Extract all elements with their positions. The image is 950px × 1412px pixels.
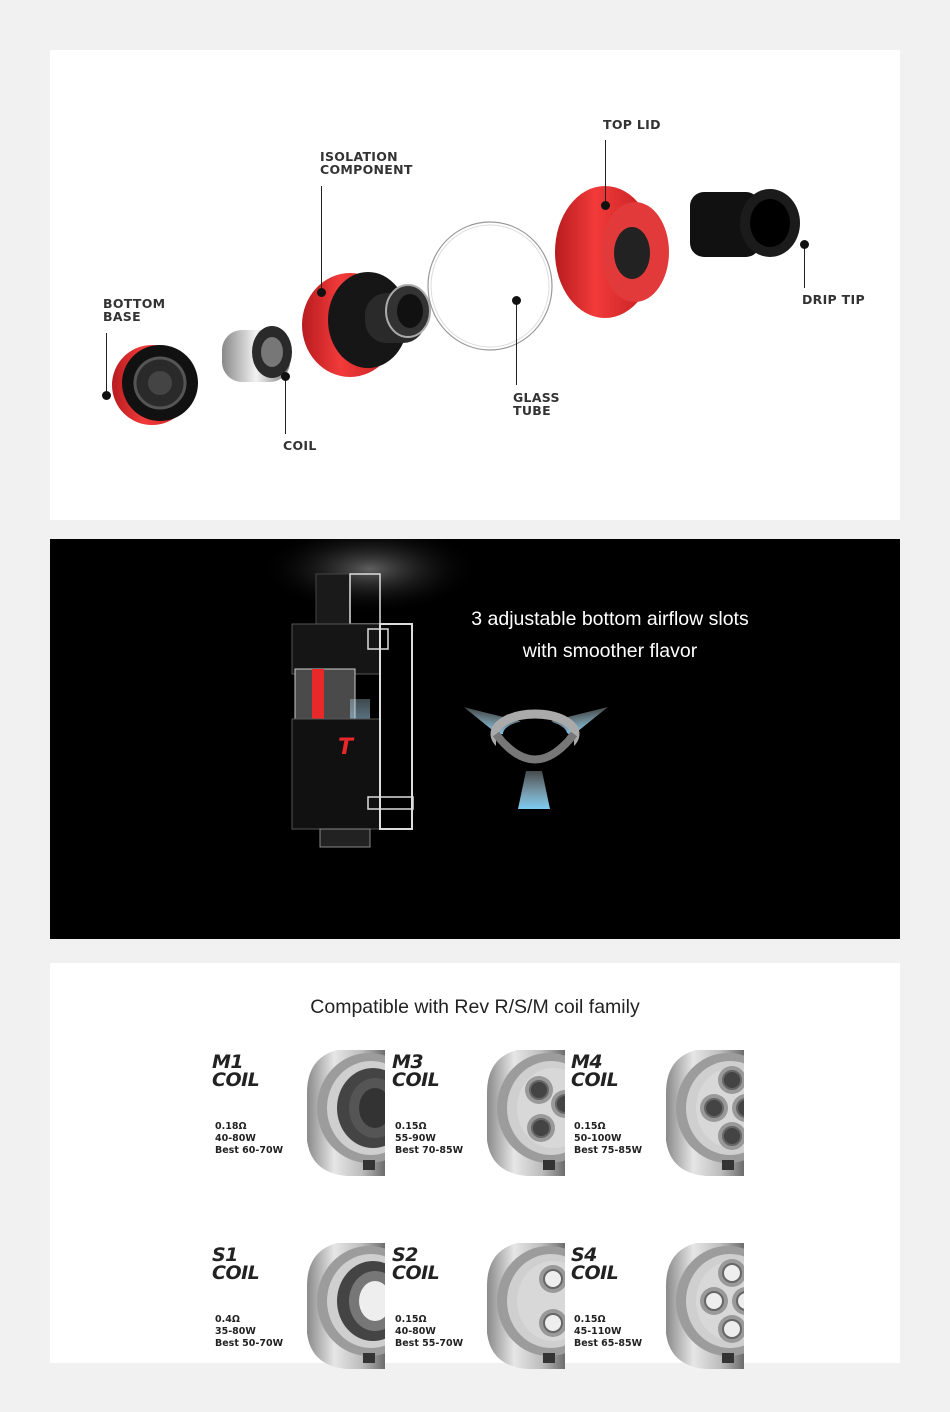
exploded-view-illustration	[50, 50, 900, 520]
coil-family-title: Compatible with Rev R/S/M coil family	[310, 996, 640, 1018]
single-mesh-coil-icon	[307, 1048, 385, 1178]
glass-tube-label: GLASS TUBE	[513, 390, 560, 418]
coil-spec-resistance: 0.15Ω	[395, 1121, 427, 1132]
coil-name-suffix: COIL	[571, 1262, 619, 1284]
airflow-description	[440, 603, 780, 667]
coil-card-m1	[212, 1053, 392, 1183]
coil-spec-range: 35-80W	[215, 1326, 256, 1337]
tank-cutaway-illustration	[50, 539, 900, 939]
coil-specs	[574, 1314, 642, 1350]
coil-family-panel	[50, 963, 900, 1363]
quad-mesh-coil-icon	[666, 1048, 744, 1178]
triple-mesh-coil-icon	[487, 1048, 565, 1178]
svg-text:T: T	[338, 735, 354, 760]
drip-tip-label: DRIP TIP	[802, 292, 865, 307]
coil-name-model: S2	[392, 1244, 418, 1266]
coil-spec-resistance: 0.18Ω	[215, 1121, 247, 1132]
coil-card-s2	[392, 1246, 572, 1376]
coil-name	[571, 1246, 618, 1282]
coil-spec-best: Best 60-70W	[215, 1145, 284, 1156]
quad-wire-coil-icon	[666, 1241, 744, 1371]
coil-name-suffix: COIL	[571, 1069, 619, 1091]
bottom-base-label: BOTTOM BASE	[103, 296, 166, 324]
coil-spec-best: Best 70-85W	[395, 1145, 464, 1156]
coil-spec-range: 45-110W	[574, 1326, 622, 1337]
single-wire-coil-icon	[307, 1241, 385, 1371]
coil-spec-range: 55-90W	[395, 1133, 436, 1144]
coil-spec-resistance: 0.15Ω	[574, 1314, 606, 1325]
coil-name	[212, 1246, 259, 1282]
airflow-line-2: with smoother flavor	[522, 640, 698, 662]
glass-tube-part	[428, 222, 552, 350]
coil-specs	[215, 1121, 283, 1157]
top-lid-part	[555, 186, 669, 318]
coil-spec-range: 40-80W	[395, 1326, 436, 1337]
coil-name-model: M3	[392, 1051, 424, 1073]
coil-name-model: S4	[571, 1244, 597, 1266]
coil-card-m4	[571, 1053, 751, 1183]
coil-specs	[395, 1121, 463, 1157]
coil-spec-range: 50-100W	[574, 1133, 622, 1144]
coil-specs	[395, 1314, 463, 1350]
coil-spec-range: 40-80W	[215, 1133, 256, 1144]
coil-spec-resistance: 0.4Ω	[215, 1314, 240, 1325]
coil-name	[212, 1053, 259, 1089]
coil-specs	[574, 1121, 642, 1157]
coil-card-m3	[392, 1053, 572, 1183]
coil-name	[392, 1246, 439, 1282]
coil-name-model: M4	[571, 1051, 603, 1073]
coil-spec-resistance: 0.15Ω	[395, 1314, 427, 1325]
drip-tip-part	[690, 189, 800, 257]
coil-name-model: M1	[212, 1051, 244, 1073]
coil-specs	[215, 1314, 283, 1350]
coil-name-model: S1	[212, 1244, 238, 1266]
coil-card-s1	[212, 1246, 392, 1376]
coil-spec-resistance: 0.15Ω	[574, 1121, 606, 1132]
coil-spec-best: Best 65-85W	[574, 1338, 643, 1349]
airflow-ring-icon	[461, 707, 611, 809]
coil-label: COIL	[283, 438, 317, 453]
top-lid-label: TOP LID	[603, 117, 661, 132]
coil-card-s4	[571, 1246, 751, 1376]
isolation-component-label: ISOLATION COMPONENT	[320, 149, 413, 177]
coil-name-suffix: COIL	[392, 1262, 440, 1284]
coil-spec-best: Best 55-70W	[395, 1338, 464, 1349]
coil-name-suffix: COIL	[212, 1262, 260, 1284]
bottom-base-part	[112, 345, 198, 425]
coil-name	[392, 1053, 439, 1089]
airflow-panel	[50, 539, 900, 939]
dual-wire-coil-icon	[487, 1241, 565, 1371]
coil-name	[571, 1053, 618, 1089]
coil-spec-best: Best 50-70W	[215, 1338, 284, 1349]
coil-name-suffix: COIL	[392, 1069, 440, 1091]
airflow-line-1: 3 adjustable bottom airflow slots	[471, 608, 749, 630]
exploded-view-panel	[50, 50, 900, 520]
coil-name-suffix: COIL	[212, 1069, 260, 1091]
coil-spec-best: Best 75-85W	[574, 1145, 643, 1156]
